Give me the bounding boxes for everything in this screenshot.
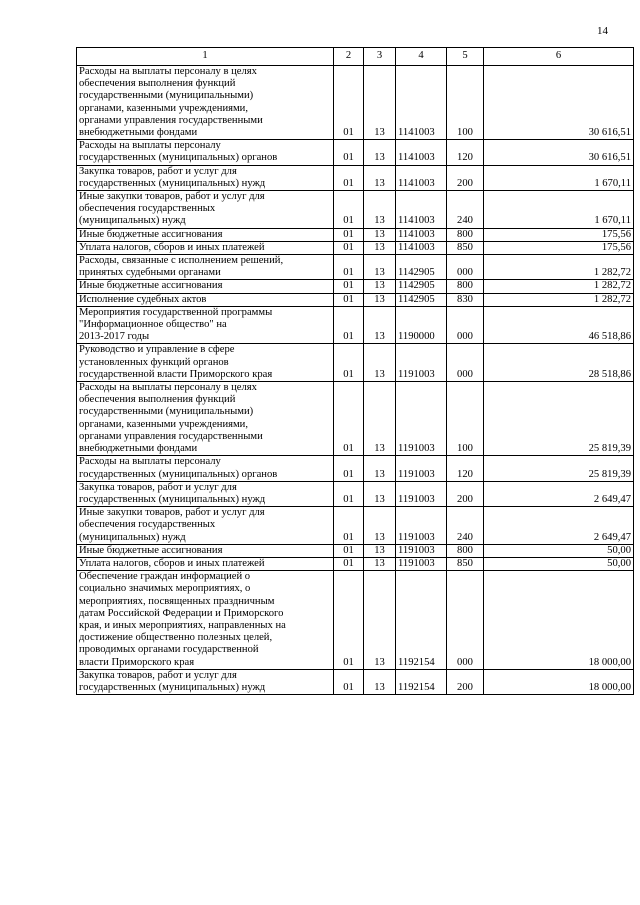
table-row bbox=[77, 456, 634, 481]
expense-type-code: 240 bbox=[447, 191, 484, 229]
target-item-code: 1141003 bbox=[396, 66, 447, 140]
description-line: (муниципальных) нужд bbox=[79, 531, 186, 543]
description-line: Расходы на выплаты персоналу bbox=[79, 140, 221, 152]
subsection-code: 13 bbox=[364, 344, 396, 382]
section-code: 01 bbox=[334, 544, 364, 557]
table-row bbox=[77, 544, 634, 557]
subsection-code: 13 bbox=[364, 293, 396, 306]
row-description bbox=[77, 481, 334, 506]
description-line: государственных (муниципальных) нужд bbox=[79, 681, 266, 693]
budget-table bbox=[76, 47, 634, 695]
section-code: 01 bbox=[334, 456, 364, 481]
target-item-code: 1191003 bbox=[396, 481, 447, 506]
subsection-code: 13 bbox=[364, 557, 396, 570]
row-description bbox=[77, 241, 334, 254]
row-description bbox=[77, 306, 334, 344]
description-line: Закупка товаров, работ и услуг для bbox=[79, 481, 237, 493]
description-line: Руководство и управление в сфере bbox=[79, 344, 235, 356]
expense-type-code: 100 bbox=[447, 66, 484, 140]
subsection-code: 13 bbox=[364, 456, 396, 481]
target-item-code: 1142905 bbox=[396, 280, 447, 293]
amount: 46 518,86 bbox=[484, 306, 634, 344]
section-code: 01 bbox=[334, 571, 364, 670]
row-description bbox=[77, 382, 334, 456]
expense-type-code: 000 bbox=[447, 571, 484, 670]
description-line: Расходы на выплаты персоналу bbox=[79, 456, 221, 468]
expense-type-code: 850 bbox=[447, 241, 484, 254]
description-line: Иные закупки товаров, работ и услуг для bbox=[79, 191, 265, 203]
target-item-code: 1191003 bbox=[396, 382, 447, 456]
expense-type-code: 120 bbox=[447, 140, 484, 165]
description-line: Закупка товаров, работ и услуг для bbox=[79, 165, 237, 177]
description-line: государственной власти Приморского края bbox=[79, 368, 273, 380]
amount: 28 518,86 bbox=[484, 344, 634, 382]
expense-type-code: 200 bbox=[447, 165, 484, 190]
table-row bbox=[77, 165, 634, 190]
section-code: 01 bbox=[334, 255, 364, 280]
subsection-code: 13 bbox=[364, 165, 396, 190]
row-description bbox=[77, 571, 334, 670]
target-item-code: 1141003 bbox=[396, 140, 447, 165]
table-header-row bbox=[77, 48, 634, 66]
table-row bbox=[77, 255, 634, 280]
description-line: органами, казенными учреждениями, bbox=[79, 102, 249, 114]
section-code: 01 bbox=[334, 191, 364, 229]
description-line: обеспечения государственных bbox=[79, 519, 216, 531]
header-cell: 2 bbox=[334, 48, 364, 66]
row-description bbox=[77, 140, 334, 165]
section-code: 01 bbox=[334, 228, 364, 241]
header-cell: 3 bbox=[364, 48, 396, 66]
section-code: 01 bbox=[334, 280, 364, 293]
section-code: 01 bbox=[334, 344, 364, 382]
table-row bbox=[77, 293, 634, 306]
header-cell: 6 bbox=[484, 48, 634, 66]
description-line: государственными (муниципальными) bbox=[79, 406, 254, 418]
expense-type-code: 850 bbox=[447, 557, 484, 570]
amount: 1 282,72 bbox=[484, 293, 634, 306]
subsection-code: 13 bbox=[364, 544, 396, 557]
row-description bbox=[77, 255, 334, 280]
description-line: социально значимых мероприятиях, о bbox=[79, 583, 251, 595]
header-cell: 5 bbox=[447, 48, 484, 66]
section-code: 01 bbox=[334, 293, 364, 306]
description-line: обеспечения выполнения функций bbox=[79, 78, 236, 90]
subsection-code: 13 bbox=[364, 481, 396, 506]
header-cell: 1 bbox=[77, 48, 334, 66]
description-line: органами управления государственными bbox=[79, 114, 263, 126]
description-line: Расходы на выплаты персоналу в целях bbox=[79, 382, 257, 394]
subsection-code: 13 bbox=[364, 280, 396, 293]
description-line: Расходы на выплаты персоналу в целях bbox=[79, 66, 257, 77]
amount: 2 649,47 bbox=[484, 481, 634, 506]
subsection-code: 13 bbox=[364, 241, 396, 254]
section-code: 01 bbox=[334, 669, 364, 694]
target-item-code: 1142905 bbox=[396, 255, 447, 280]
amount: 18 000,00 bbox=[484, 571, 634, 670]
description-line: Иные бюджетные ассигнования bbox=[79, 280, 223, 292]
expense-type-code: 830 bbox=[447, 293, 484, 306]
description-line: органами, казенными учреждениями, bbox=[79, 418, 249, 430]
expense-type-code: 240 bbox=[447, 507, 484, 545]
description-line: Мероприятия государственной программы bbox=[79, 306, 273, 318]
description-line: Расходы, связанные с исполнением решений, bbox=[79, 255, 284, 267]
row-description bbox=[77, 557, 334, 570]
target-item-code: 1141003 bbox=[396, 228, 447, 241]
description-line: внебюджетными фондами bbox=[79, 127, 198, 139]
row-description bbox=[77, 507, 334, 545]
amount: 25 819,39 bbox=[484, 456, 634, 481]
amount: 2 649,47 bbox=[484, 507, 634, 545]
subsection-code: 13 bbox=[364, 306, 396, 344]
row-description bbox=[77, 280, 334, 293]
table-row bbox=[77, 507, 634, 545]
target-item-code: 1190000 bbox=[396, 306, 447, 344]
row-description bbox=[77, 456, 334, 481]
expense-type-code: 120 bbox=[447, 456, 484, 481]
description-line: установленных функций органов bbox=[79, 356, 229, 368]
description-line: Иные бюджетные ассигнования bbox=[79, 544, 223, 556]
row-description bbox=[77, 669, 334, 694]
row-description bbox=[77, 228, 334, 241]
expense-type-code: 000 bbox=[447, 306, 484, 344]
row-description bbox=[77, 544, 334, 557]
row-description bbox=[77, 191, 334, 229]
description-line: государственными (муниципальными) bbox=[79, 90, 254, 102]
target-item-code: 1142905 bbox=[396, 293, 447, 306]
table-row bbox=[77, 669, 634, 694]
section-code: 01 bbox=[334, 481, 364, 506]
target-item-code: 1191003 bbox=[396, 456, 447, 481]
description-line: органами управления государственными bbox=[79, 430, 263, 442]
row-description bbox=[77, 165, 334, 190]
section-code: 01 bbox=[334, 507, 364, 545]
table-row bbox=[77, 344, 634, 382]
target-item-code: 1141003 bbox=[396, 241, 447, 254]
description-line: Уплата налогов, сборов и иных платежей bbox=[79, 241, 265, 253]
expense-type-code: 100 bbox=[447, 382, 484, 456]
description-line: мероприятиях, посвященных праздничным bbox=[79, 595, 275, 607]
table-row bbox=[77, 66, 634, 140]
subsection-code: 13 bbox=[364, 191, 396, 229]
table-row bbox=[77, 382, 634, 456]
row-description bbox=[77, 344, 334, 382]
description-line: Иные закупки товаров, работ и услуг для bbox=[79, 507, 265, 519]
amount: 1 282,72 bbox=[484, 255, 634, 280]
description-line: Обеспечение граждан информацией о bbox=[79, 571, 251, 583]
section-code: 01 bbox=[334, 382, 364, 456]
description-line: Исполнение судебных актов bbox=[79, 293, 207, 305]
amount: 50,00 bbox=[484, 557, 634, 570]
description-line: принятых судебными органами bbox=[79, 267, 221, 279]
description-line: обеспечения государственных bbox=[79, 203, 216, 215]
table-row bbox=[77, 228, 634, 241]
description-line: датам Российской Федерации и Приморского bbox=[79, 607, 284, 619]
description-line: внебюджетными фондами bbox=[79, 443, 198, 455]
target-item-code: 1192154 bbox=[396, 669, 447, 694]
amount: 1 282,72 bbox=[484, 280, 634, 293]
description-line: Закупка товаров, работ и услуг для bbox=[79, 669, 237, 681]
table-row bbox=[77, 140, 634, 165]
description-line: государственных (муниципальных) нужд bbox=[79, 177, 266, 189]
section-code: 01 bbox=[334, 165, 364, 190]
amount: 25 819,39 bbox=[484, 382, 634, 456]
target-item-code: 1141003 bbox=[396, 165, 447, 190]
amount: 1 670,11 bbox=[484, 165, 634, 190]
table-row bbox=[77, 306, 634, 344]
amount: 50,00 bbox=[484, 544, 634, 557]
subsection-code: 13 bbox=[364, 66, 396, 140]
expense-type-code: 000 bbox=[447, 344, 484, 382]
target-item-code: 1191003 bbox=[396, 344, 447, 382]
table-row bbox=[77, 557, 634, 570]
subsection-code: 13 bbox=[364, 669, 396, 694]
target-item-code: 1141003 bbox=[396, 191, 447, 229]
amount: 175,56 bbox=[484, 228, 634, 241]
expense-type-code: 200 bbox=[447, 669, 484, 694]
description-line: государственных (муниципальных) органов bbox=[79, 468, 278, 480]
expense-type-code: 800 bbox=[447, 280, 484, 293]
expense-type-code: 800 bbox=[447, 228, 484, 241]
amount: 175,56 bbox=[484, 241, 634, 254]
subsection-code: 13 bbox=[364, 228, 396, 241]
description-line: (муниципальных) нужд bbox=[79, 215, 186, 227]
target-item-code: 1191003 bbox=[396, 557, 447, 570]
target-item-code: 1191003 bbox=[396, 507, 447, 545]
description-line: "Информационное общество" на bbox=[79, 319, 227, 331]
target-item-code: 1191003 bbox=[396, 544, 447, 557]
subsection-code: 13 bbox=[364, 382, 396, 456]
description-line: обеспечения выполнения функций bbox=[79, 394, 236, 406]
amount: 1 670,11 bbox=[484, 191, 634, 229]
section-code: 01 bbox=[334, 66, 364, 140]
section-code: 01 bbox=[334, 241, 364, 254]
table-row bbox=[77, 481, 634, 506]
section-code: 01 bbox=[334, 140, 364, 165]
description-line: края, и иных мероприятиях, направленных на bbox=[79, 619, 286, 631]
description-line: проводимых органами государственной bbox=[79, 644, 259, 656]
amount: 30 616,51 bbox=[484, 140, 634, 165]
description-line: государственных (муниципальных) нужд bbox=[79, 493, 266, 505]
description-line: власти Приморского края bbox=[79, 656, 195, 668]
expense-type-code: 200 bbox=[447, 481, 484, 506]
amount: 18 000,00 bbox=[484, 669, 634, 694]
table-row bbox=[77, 241, 634, 254]
page-number: 14 bbox=[597, 25, 608, 37]
target-item-code: 1192154 bbox=[396, 571, 447, 670]
expense-type-code: 800 bbox=[447, 544, 484, 557]
description-line: Уплата налогов, сборов и иных платежей bbox=[79, 557, 265, 569]
subsection-code: 13 bbox=[364, 507, 396, 545]
expense-type-code: 000 bbox=[447, 255, 484, 280]
section-code: 01 bbox=[334, 306, 364, 344]
table-row bbox=[77, 280, 634, 293]
row-description bbox=[77, 66, 334, 140]
table-row bbox=[77, 191, 634, 229]
subsection-code: 13 bbox=[364, 140, 396, 165]
section-code: 01 bbox=[334, 557, 364, 570]
description-line: 2013-2017 годы bbox=[79, 331, 150, 343]
description-line: Иные бюджетные ассигнования bbox=[79, 228, 223, 240]
subsection-code: 13 bbox=[364, 255, 396, 280]
description-line: достижение общественно полезных целей, bbox=[79, 632, 273, 644]
description-line: государственных (муниципальных) органов bbox=[79, 152, 278, 164]
row-description bbox=[77, 293, 334, 306]
table-row bbox=[77, 571, 634, 670]
subsection-code: 13 bbox=[364, 571, 396, 670]
header-cell: 4 bbox=[396, 48, 447, 66]
amount: 30 616,51 bbox=[484, 66, 634, 140]
